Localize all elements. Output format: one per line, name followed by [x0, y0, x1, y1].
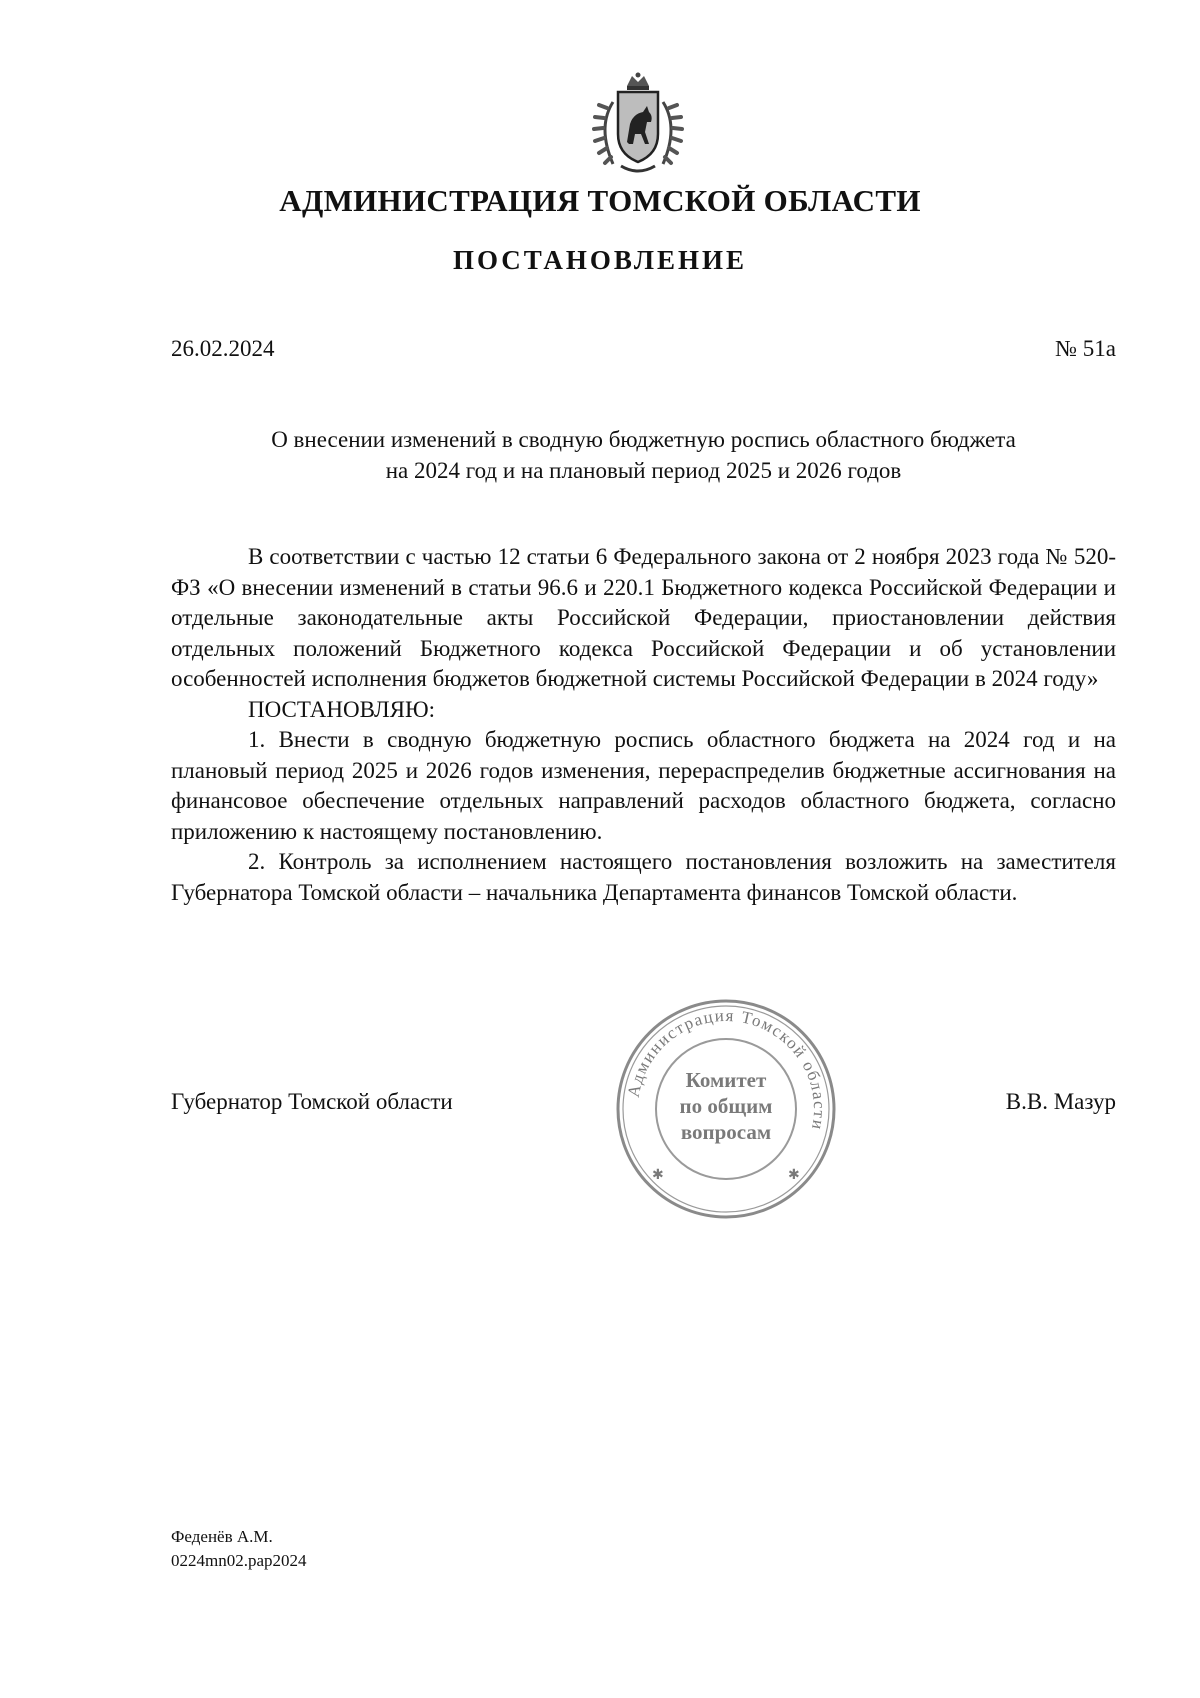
organization-title: АДМИНИСТРАЦИЯ ТОМСКОЙ ОБЛАСТИ	[279, 183, 921, 218]
document-number: № 51а	[1055, 336, 1116, 361]
executor-name: Феденёв А.М.	[171, 1527, 273, 1546]
document-date: 26.02.2024	[171, 336, 275, 361]
stamp-line-2: по общим	[679, 1094, 773, 1118]
document-subject	[171, 424, 1116, 486]
subject-line-1: О внесении изменений в сводную бюджетную роспись областного бюджета	[271, 427, 1016, 452]
svg-text:✱: ✱	[652, 1167, 664, 1183]
decree-item-1: 1. Внести в сводную бюджетную роспись областного бюджета на 2024 год и на плановый период 2025 и 2026 годов изменения, перераспределив бюджетные ассигнования на финансовое обеспечение отдельных направлений расходов областного бюджета, согласно приложению к настоящему постановлению.	[171, 727, 1116, 844]
official-stamp	[612, 995, 840, 1223]
signatory-position: Губернатор Томской области	[171, 1089, 453, 1114]
subject-line-2: на 2024 год и на плановый период 2025 и 2026 годов	[385, 458, 902, 483]
decree-item-2: 2. Контроль за исполнением настоящего постановления возложить на заместителя Губернатора Томской области – начальника Департамента финансов Томской области.	[171, 849, 1116, 905]
file-code: 0224mn02.pap2024	[171, 1551, 307, 1570]
tomsk-region-coat-of-arms-icon	[583, 72, 693, 180]
stamp-center-text	[612, 1067, 840, 1145]
stamp-ring-text: Администрация Томской области	[623, 1005, 830, 1133]
stamp-line-1: Комитет	[685, 1068, 767, 1092]
svg-text:✱: ✱	[788, 1167, 800, 1183]
preamble-paragraph: В соответствии с частью 12 статьи 6 Федерального закона от 2 ноября 2023 года № 520-ФЗ «О внесении изменений в статьи 96.6 и 220.1 Бюджетного кодекса Российской Федерации и отдельные законодательные акты Российской Федерации, приостановлении действия отдельных положений Бюджетного кодекса Российской Федерации и об установлении особенностей исполнения бюджетов бюджетной системы Российской Федерации в 2024 году»	[171, 544, 1116, 691]
signatory-name: В.В. Мазур	[1005, 1089, 1116, 1114]
executor-block	[171, 1525, 307, 1573]
document-body	[171, 542, 1116, 908]
decree-word: ПОСТАНОВЛЯЮ:	[248, 696, 436, 722]
document-type: ПОСТАНОВЛЕНИЕ	[452, 245, 748, 275]
stamp-line-3: вопросам	[680, 1120, 772, 1144]
